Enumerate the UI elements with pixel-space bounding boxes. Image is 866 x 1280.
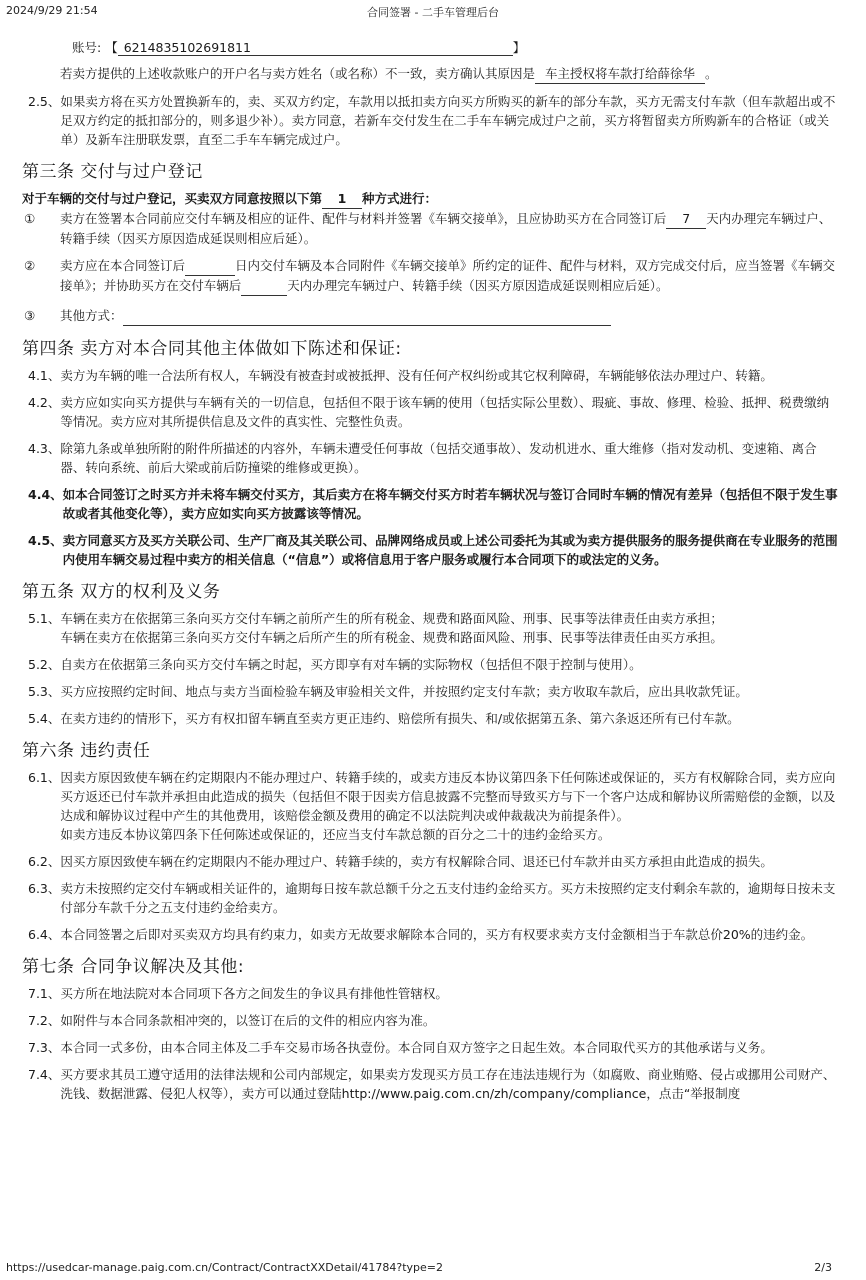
clause-6-2: 6.2、 因买方原因致使车辆在约定期限内不能办理过户、转籍手续的，卖方有权解除合同、退还已付车款并由买方承担由此造成的损失。 (28, 854, 773, 869)
account-bracket-open: 【 (105, 40, 118, 55)
clause-5-1: 5.1、 车辆在卖方在依据第三条向买方交付车辆之前所产生的所有税金、规费和路面风险、刑事、民事等法律责任由卖方承担； 车辆在卖方在依据第三条向买方交付车辆之后所产生的所有税金、规费和路面风险、刑事、民事等法律责任由买方承担。 (28, 611, 723, 645)
print-datetime: 2024/9/29 21:54 (6, 4, 98, 17)
account-bracket-close: 】 (512, 40, 526, 55)
clause-7-4: 7.4、 买方要求其员工遵守适用的法律法规和公司内部规定，如果卖方发现买方员工存在违法违规行为（如腐败、商业贿赂、侵占或挪用公司财产、洗钱、数据泄露、侵犯人权等），卖方可以通过登陆http://www.paig.com.cn/zh/company/compliance，点击“举报制度 (28, 1067, 836, 1101)
section-6-title: 第六条 违约责任 (22, 741, 151, 761)
contract-body (22, 38, 838, 1103)
section-3-title: 第三条 交付与过户登记 (22, 162, 203, 182)
clause-7-3: 7.3、 本合同一式多份，由本合同主体及二手车交易市场各执壹份。本合同自双方签字之日起生效。本合同取代买方的其他承诺与义务。 (28, 1040, 773, 1055)
delivery-option-2: ② 卖方应在本合同签订后 日内交付车辆及本合同附件《车辆交接单》所约定的证件、配件与材料，双方完成交付后，应当签署《车辆交接单》；并协助买方在交付车辆后 天内办理完车辆过户、转籍手续（因买方原因造成延误则相应后延）。 (22, 256, 838, 296)
account-label: 账号: (72, 40, 102, 55)
delivery-option-1: ① 卖方在签署本合同前应交付车辆及相应的证件、配件与材料并签署《车辆交接单》，且应协助买方在合同签订后 7 天内办理完车辆过户、转籍手续（因买方原因造成延误则相应后延）。 (24, 211, 832, 246)
clause-5-3: 5.3、 买方应按照约定时间、地点与卖方当面检验车辆及审验相关文件，并按照约定支付车款；卖方收取车款后，应出具收款凭证。 (28, 684, 748, 699)
clause-4-1: 4.1、 卖方为车辆的唯一合法所有权人，车辆没有被查封或被抵押、没有任何产权纠纷或其它权利障碍，车辆能够依法办理过户、转籍。 (28, 368, 773, 383)
delivery-option-3: ③ 其他方式： (22, 306, 838, 326)
clause-4-3: 4.3、 除第九条或单独所附的附件所描述的内容外，车辆未遭受任何事故（包括交通事故）、发动机进水、重大维修（指对发动机、变速箱、离合器、转向系统、前后大梁或前后防撞梁的维修或更换）。 (28, 441, 817, 475)
clause-4-2: 4.2、 卖方应如实向买方提供与车辆有关的一切信息，包括但不限于该车辆的使用（包括实际公里数）、瑕疵、事故、修理、检验、抵押、税费缴纳等情况。卖方应对其所提供信息及文件的真实性、完整性负责。 (28, 395, 830, 429)
account-reason: 车主授权将车款打给薛徐华 (535, 64, 705, 84)
account-number: 6214835102691811 (118, 40, 513, 56)
clause-6-1: 6.1、 因卖方原因致使车辆在约定期限内不能办理过户、转籍手续的，或卖方违反本协议第四条下任何陈述或保证的，买方有权解除合同，卖方应向买方返还已付车款并承担由此造成的损失（包括但不限于因卖方信息披露不完整而导致买方与下一个客户达成和解协议所需赔偿的金额，以及达成和解协议过程中产生的其他费用，该赔偿金额及费用的确定不以法院判决或仲裁裁决为前提条件）。 如卖方违反本协议第四条下任何陈述或保证的，还应当支付车款总额的百分之二十的违约金给买方。 (28, 770, 836, 842)
print-url: https://usedcar-manage.paig.com.cn/Contract/ContractXXDetail/41784?type=2 (6, 1261, 443, 1274)
clause-6-4: 6.4、 本合同签署之后即对买卖双方均具有约束力，如卖方无故要求解除本合同的，买方有权要求卖方支付金额相当于车款总价20%的违约金。 (28, 927, 814, 942)
section-3-lead: 对于车辆的交付与过户登记，买卖双方同意按照以下第 1 种方式进行： (22, 189, 838, 209)
page-number: 2/3 (814, 1261, 832, 1274)
section-7-title: 第七条 合同争议解决及其他: (22, 957, 245, 977)
delivery-method-number: 1 (322, 189, 362, 209)
clause-5-2: 5.2、 自卖方在依据第三条向买方交付车辆之时起，买方即享有对车辆的实际物权（包括但不限于控制与使用）。 (28, 657, 642, 672)
print-footer (0, 1261, 866, 1277)
print-header (0, 4, 866, 20)
section-5-title: 第五条 双方的权利及义务 (22, 582, 221, 602)
clause-6-3: 6.3、 卖方未按照约定交付车辆或相关证件的，逾期每日按车款总额千分之五支付违约金给买方。买方未按照约定支付剩余车款的，逾期每日按未支付部分车款千分之五支付违约金给卖方。 (28, 881, 836, 915)
clause-2-5: 2.5、 如果卖方将在买方处置换新车的，卖、买双方约定，车款用以抵扣卖方向买方所购买的新车的部分车款，买方无需支付车款（但车款超出或不足双方约定的抵扣部分的，则多退少补）。卖方同意，若新车交付发生在二手车车辆完成过户之前，买方将暂留卖方所购新车的合格证（或关单）及新车注册联发票，直至二手车车辆完成过户。 (28, 94, 836, 147)
account-line (22, 38, 838, 60)
section-4-title: 第四条 卖方对本合同其他主体做如下陈述和保证: (22, 339, 402, 359)
clause-7-2: 7.2、 如附件与本合同条款相冲突的，以签订在后的文件的相应内容为准。 (28, 1013, 436, 1028)
clause-4-5: 4.5、 卖方同意买方及买方关联公司、生产厂商及其关联公司、品牌网络成员或上述公司委托为其或为卖方提供服务的服务提供商在专业服务的范围内使用车辆交易过程中卖方的相关信息（“信息”）或将信息用于客户服务或履行本合同项下的或法定的义务。 (28, 533, 838, 567)
clause-5-4: 5.4、 在卖方违约的情形下，买方有权扣留车辆直至卖方更正违约、赔偿所有损失、和/或依据第五条、第六条返还所有已付车款。 (28, 711, 740, 726)
clause-7-1: 7.1、 买方所在地法院对本合同项下各方之间发生的争议具有排他性管辖权。 (28, 986, 448, 1001)
print-title: 合同签署 - 二手车管理后台 (367, 6, 499, 19)
clause-4-4: 4.4、 如本合同签订之时买方并未将车辆交付买方，其后卖方在将车辆交付买方时若车辆状况与签订合同时车辆的情况有差异（包括但不限于发生事故或者其他变化等），卖方应如实向买方披露该等情况。 (28, 487, 838, 521)
transfer-days: 7 (666, 209, 706, 229)
account-name-note: 若卖方提供的上述收款账户的开户名与卖方姓名（或名称）不一致，卖方确认其原因是 车主授权将车款打给薛徐华 。 (22, 64, 838, 84)
